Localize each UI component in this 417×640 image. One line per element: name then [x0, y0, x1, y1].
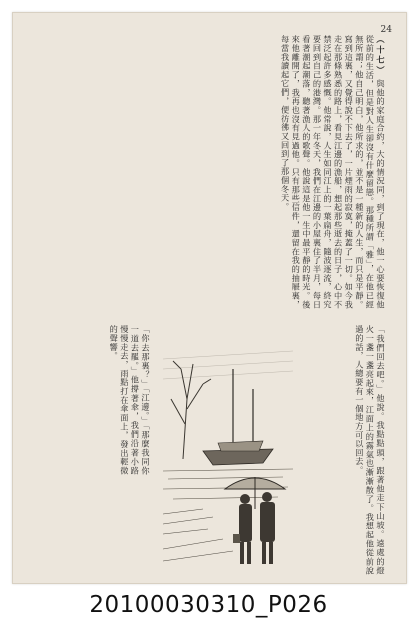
scanned-page [12, 12, 407, 584]
river-scene-illustration [163, 339, 293, 569]
top-text-block [34, 35, 386, 309]
image-id-caption: 20100030310_P026 [89, 592, 328, 618]
section-heading: （十七） [376, 35, 386, 76]
page-number: 24 [380, 25, 392, 35]
bottom-right-text-block: 「我們回去吧。」他說。我點點頭，跟著他走下山坡。遠處的燈火一盞一盞亮起來，江面上的霧氣也漸漸散了。我想起他從前說過的話，人總要有一個地方可以回去。 [354, 325, 386, 575]
bottom-left-text-block: 「你去那裏？」「江邊。」「那麼我同你一道去罷。」他撐著傘，我們沿著小路慢慢走去，雨點打在傘面上，發出輕微的聲響。 [109, 325, 151, 475]
top-body-text: 與他的家庭合約，大的情況同，到了現在，他一心要恢復他從前的生活，但是對人生卻沒有什麼留戀。那種所謂「雅」，在他已經無所謂；他自己明白，他所求的，並不是一種新的人生，而只是平靜。寫到這裏，又覺得說不下去了，一片煙雨的寂寞，掩蓋了一切。如今我走在那條熟悉的路上，看見江邊的漁船，想起那些逝去的日子，心中不禁泛起許多感慨。他常說，人生如同江上的一葉扁舟，隨波逐流，終究要回到自己的港灣。那一年冬天，我們在江邊的小屋裏住了半月，每日看著潮起潮落，聽著漁人的歌聲。他說這是他一生中最平靜的時光。後來他離開了，我再也沒有見過他。只有那些信件，還留在我的抽屜裏，每當我讀起它們，便彷彿又回到了那個冬天。 [280, 35, 386, 309]
